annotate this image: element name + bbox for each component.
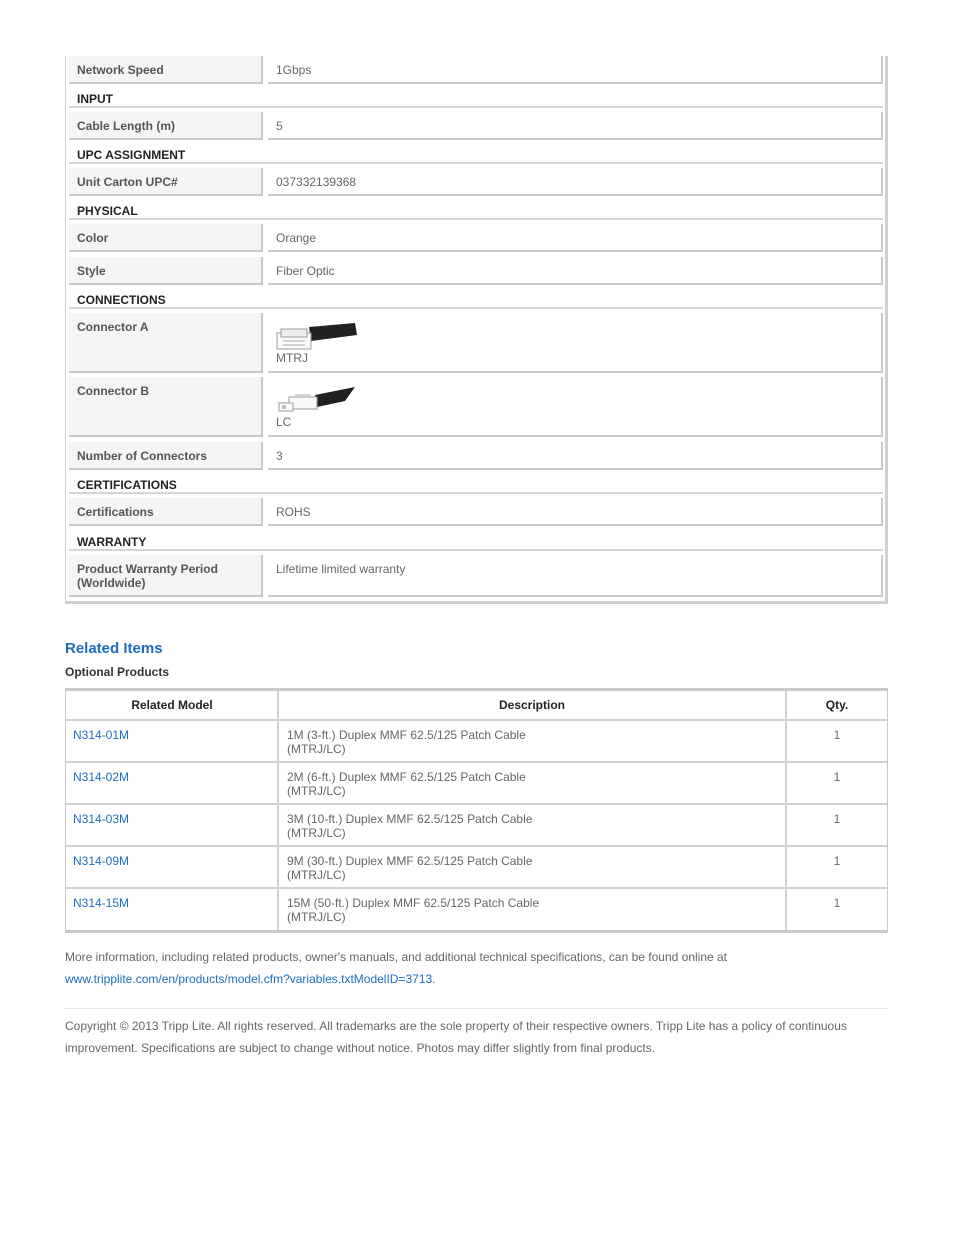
spec-row-warranty-period xyxy=(69,555,883,597)
row-divider xyxy=(66,761,887,763)
spec-row-certifications xyxy=(69,498,883,526)
spec-label: Cable Length (m) xyxy=(69,112,263,140)
spec-label: Network Speed xyxy=(69,56,263,84)
spec-value: Lifetime limited warranty xyxy=(268,555,883,597)
spec-value: 3 xyxy=(268,442,883,470)
spec-row-cable-length xyxy=(69,112,883,140)
footer-divider xyxy=(65,1008,888,1009)
spec-label: Certifications xyxy=(69,498,263,526)
related-qty: 1 xyxy=(833,896,841,910)
related-qty: 1 xyxy=(833,728,841,742)
section-header-certifications: CERTIFICATIONS xyxy=(69,472,883,494)
url-suffix: . xyxy=(432,972,436,986)
product-url-link[interactable]: www.tripplite.com/en/products/model.cfm?variables.txtModelID=3713 xyxy=(65,972,433,986)
optional-products-subheading: Optional Products xyxy=(65,665,170,679)
related-model-link[interactable]: N314-15M xyxy=(73,896,130,910)
spec-label: Product Warranty Period (Worldwide) xyxy=(69,555,263,597)
connector-b-caption: LC xyxy=(276,415,292,429)
section-header-physical: PHYSICAL xyxy=(69,198,883,220)
column-header-description: Description xyxy=(498,698,565,712)
related-qty: 1 xyxy=(833,812,841,826)
row-divider xyxy=(66,845,887,847)
more-info-text: More information, including related products, owner's manuals, and additional technical specifications, can be found online at xyxy=(65,950,728,964)
spec-value: 037332139368 xyxy=(268,168,883,196)
copyright-text: Copyright © 2013 Tripp Lite. All rights reserved. All trademarks are the sole property of their respective owners. Tripp Lite has a policy of continuous improvement. Specifications are subject to change without notice. Photos may differ slightly from final products. xyxy=(65,1019,847,1055)
related-description: 2M (6-ft.) Duplex MMF 62.5/125 Patch Cable (MTRJ/LC) xyxy=(287,770,526,798)
related-qty: 1 xyxy=(833,854,841,868)
related-model-link[interactable]: N314-02M xyxy=(73,770,130,784)
spec-label: Color xyxy=(69,224,263,252)
related-description: 3M (10-ft.) Duplex MMF 62.5/125 Patch Cable (MTRJ/LC) xyxy=(287,812,533,840)
related-description: 9M (30-ft.) Duplex MMF 62.5/125 Patch Cable (MTRJ/LC) xyxy=(287,854,533,882)
lc-connector-icon xyxy=(275,385,361,417)
more-info-paragraph xyxy=(65,946,888,990)
section-header-connections: CONNECTIONS xyxy=(69,287,883,309)
related-qty: 1 xyxy=(833,770,841,784)
mtrj-connector-icon xyxy=(275,321,361,353)
spec-value: 1Gbps xyxy=(268,56,883,84)
spec-row-color xyxy=(69,224,883,252)
spec-row-connector-b xyxy=(69,377,883,437)
spec-label: Connector A xyxy=(69,313,263,373)
section-header-upc: UPC ASSIGNMENT xyxy=(69,142,883,164)
spec-row-connector-a xyxy=(69,313,883,373)
section-header-input: INPUT xyxy=(69,86,883,108)
spec-label: Unit Carton UPC# xyxy=(69,168,263,196)
column-divider xyxy=(785,691,787,930)
spec-row-network-speed xyxy=(69,56,883,84)
related-description: 15M (50-ft.) Duplex MMF 62.5/125 Patch Cable (MTRJ/LC) xyxy=(287,896,540,924)
spec-label: Number of Connectors xyxy=(69,442,263,470)
column-header-qty: Qty. xyxy=(825,698,849,712)
spec-row-unit-carton-upc xyxy=(69,168,883,196)
related-model-link[interactable]: N314-01M xyxy=(73,728,130,742)
related-model-link[interactable]: N314-09M xyxy=(73,854,130,868)
spec-label: Connector B xyxy=(69,377,263,437)
column-divider xyxy=(277,691,279,930)
header-divider xyxy=(66,719,887,721)
row-divider xyxy=(66,803,887,805)
section-header-warranty: WARRANTY xyxy=(69,529,883,551)
spec-value: ROHS xyxy=(268,498,883,526)
spec-value-connector-a xyxy=(268,313,883,373)
related-products-table xyxy=(65,688,888,933)
row-divider xyxy=(66,887,887,889)
related-items-heading: Related Items xyxy=(65,640,163,657)
related-description: 1M (3-ft.) Duplex MMF 62.5/125 Patch Cable (MTRJ/LC) xyxy=(287,728,526,756)
spec-value: 5 xyxy=(268,112,883,140)
spec-label: Style xyxy=(69,257,263,285)
column-header-model: Related Model xyxy=(131,698,213,712)
related-model-link[interactable]: N314-03M xyxy=(73,812,130,826)
spec-value: Orange xyxy=(268,224,883,252)
connector-a-caption: MTRJ xyxy=(276,351,308,365)
spec-row-number-of-connectors xyxy=(69,442,883,470)
spec-value-connector-b xyxy=(268,377,883,437)
spec-value: Fiber Optic xyxy=(268,257,883,285)
spec-row-style xyxy=(69,257,883,285)
